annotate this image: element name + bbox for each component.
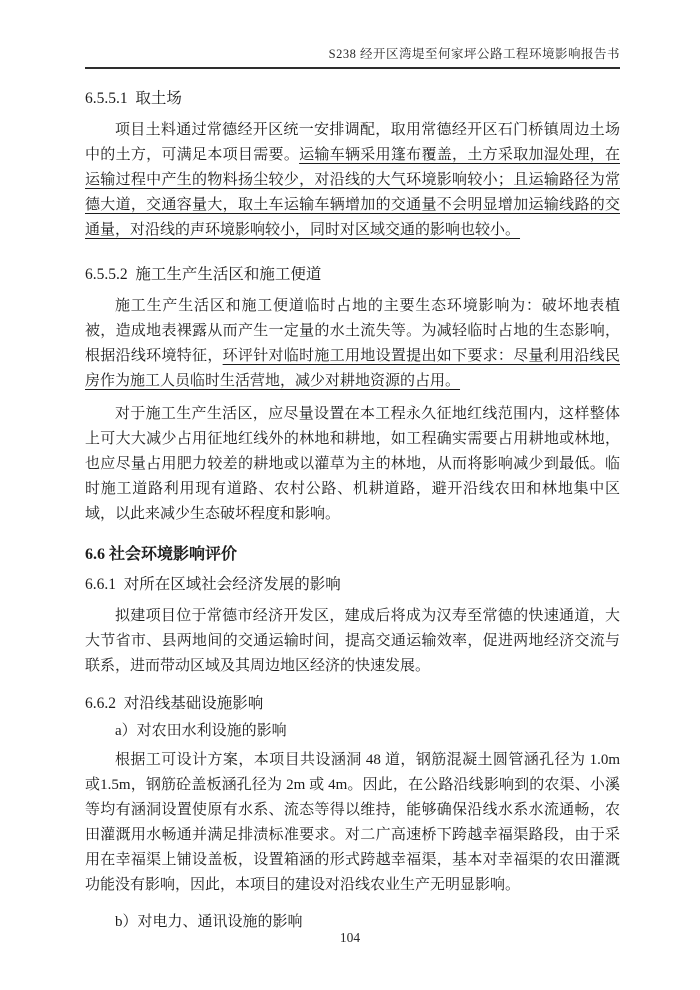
section-heading-6-5-5-1: 6.5.5.1 取土场 <box>85 90 182 107</box>
section-heading-6-6-1: 6.6.1 对所在区域社会经济发展的影响 <box>85 576 341 593</box>
paragraph-culverts: 根据工可设计方案，本项目共设涵洞 48 道，钢筋混凝土圆管涵孔径为 1.0m 或1.5m，钢筋砼盖板涵孔径为 2m 或 4m。因此，在公路沿线影响到的农渠、小溪等均有涵洞设置使原有水系、流态等得以维持，能够确保沿线水系水流通畅，农田灌溉用水畅通并满足排渍标准要求。对二广高速桥下跨越幸福渠路段，由于采用在幸福渠上铺设盖板，设置箱涵的形式跨越幸福渠，基本对幸福渠的农田灌溉功能没有影响，因此，本项目的建设对沿线农业生产无明显影响。 <box>85 752 620 893</box>
report-title: S238 经开区湾堤至何家坪公路工程环境影响报告书 <box>328 47 620 61</box>
paragraph-run-normal: 施工生产生活区和施工便道临时占地的主要生态环境影响为：破坏地表植被，造成地表裸露从而产生一定量的水土流失等。为减轻临时占地的生态影响，根据沿线环境特征， <box>85 298 620 364</box>
paragraph-run-normal: 项目土料通过常德经开区统一安排调配，取用常德经开区石门桥镇周边土场中的土方，可满足本项目需要。 <box>85 122 620 163</box>
section-heading-6-6-2: 6.6.2 对沿线基础设施影响 <box>85 695 264 712</box>
paragraph-socioeconomic: 拟建项目位于常德市经济开发区，建成后将成为汉寿至常德的快速通道，大大节省市、县两地间的交通运输时间，提高交通运输效率，促进两地经济交流与联系，进而带动区域及其周边地区经济的快速发展。 <box>85 608 620 674</box>
header-rule <box>85 67 620 69</box>
section-heading-6-5-5-2: 6.5.5.2 施工生产生活区和施工便道 <box>85 266 322 283</box>
list-item-a-irrigation: a）对农田水利设施的影响 <box>115 723 287 739</box>
page-header <box>85 44 620 69</box>
paragraph-run-underlined: 环评针对临时施工用地设置提出如下要求：尽量利用沿线民房作为施工人员临时生活营地，减少对耕地资源的占用。 <box>85 348 620 389</box>
list-item-b-power-telecom: b）对电力、通讯设施的影响 <box>115 914 303 930</box>
paragraph-borrow-pit <box>85 118 620 243</box>
page-number: 104 <box>339 930 361 945</box>
paragraph-run-underlined: 运输车辆采用篷布覆盖，土方采取加湿处理，在运输过程中产生的物料扬尘较少，对沿线的大气环境影响较小；且运输路径为常德大道，交通容量大，取土车运输车辆增加的交通量不会明显增加运输线路的交通量，对沿线的声环境影响较小，同时对区域交通的影响也较小。 <box>85 147 620 238</box>
section-heading-6-6: 6.6 社会环境影响评价 <box>85 546 238 563</box>
paragraph-construction-camp-2: 对于施工生产生活区，应尽量设置在本工程永久征地红线范围内，这样整体上可大大减少占用征地红线外的林地和耕地，如工程确实需要占用耕地或林地，也应尽量占用肥力较差的耕地或以灌草为主的林地，从而将影响减少到最低。临时施工道路利用现有道路、农村公路、机耕道路，避开沿线农田和林地集中区域，以此来减少生态破坏程度和影响。 <box>85 406 620 522</box>
paragraph-construction-camp-1 <box>85 294 620 394</box>
